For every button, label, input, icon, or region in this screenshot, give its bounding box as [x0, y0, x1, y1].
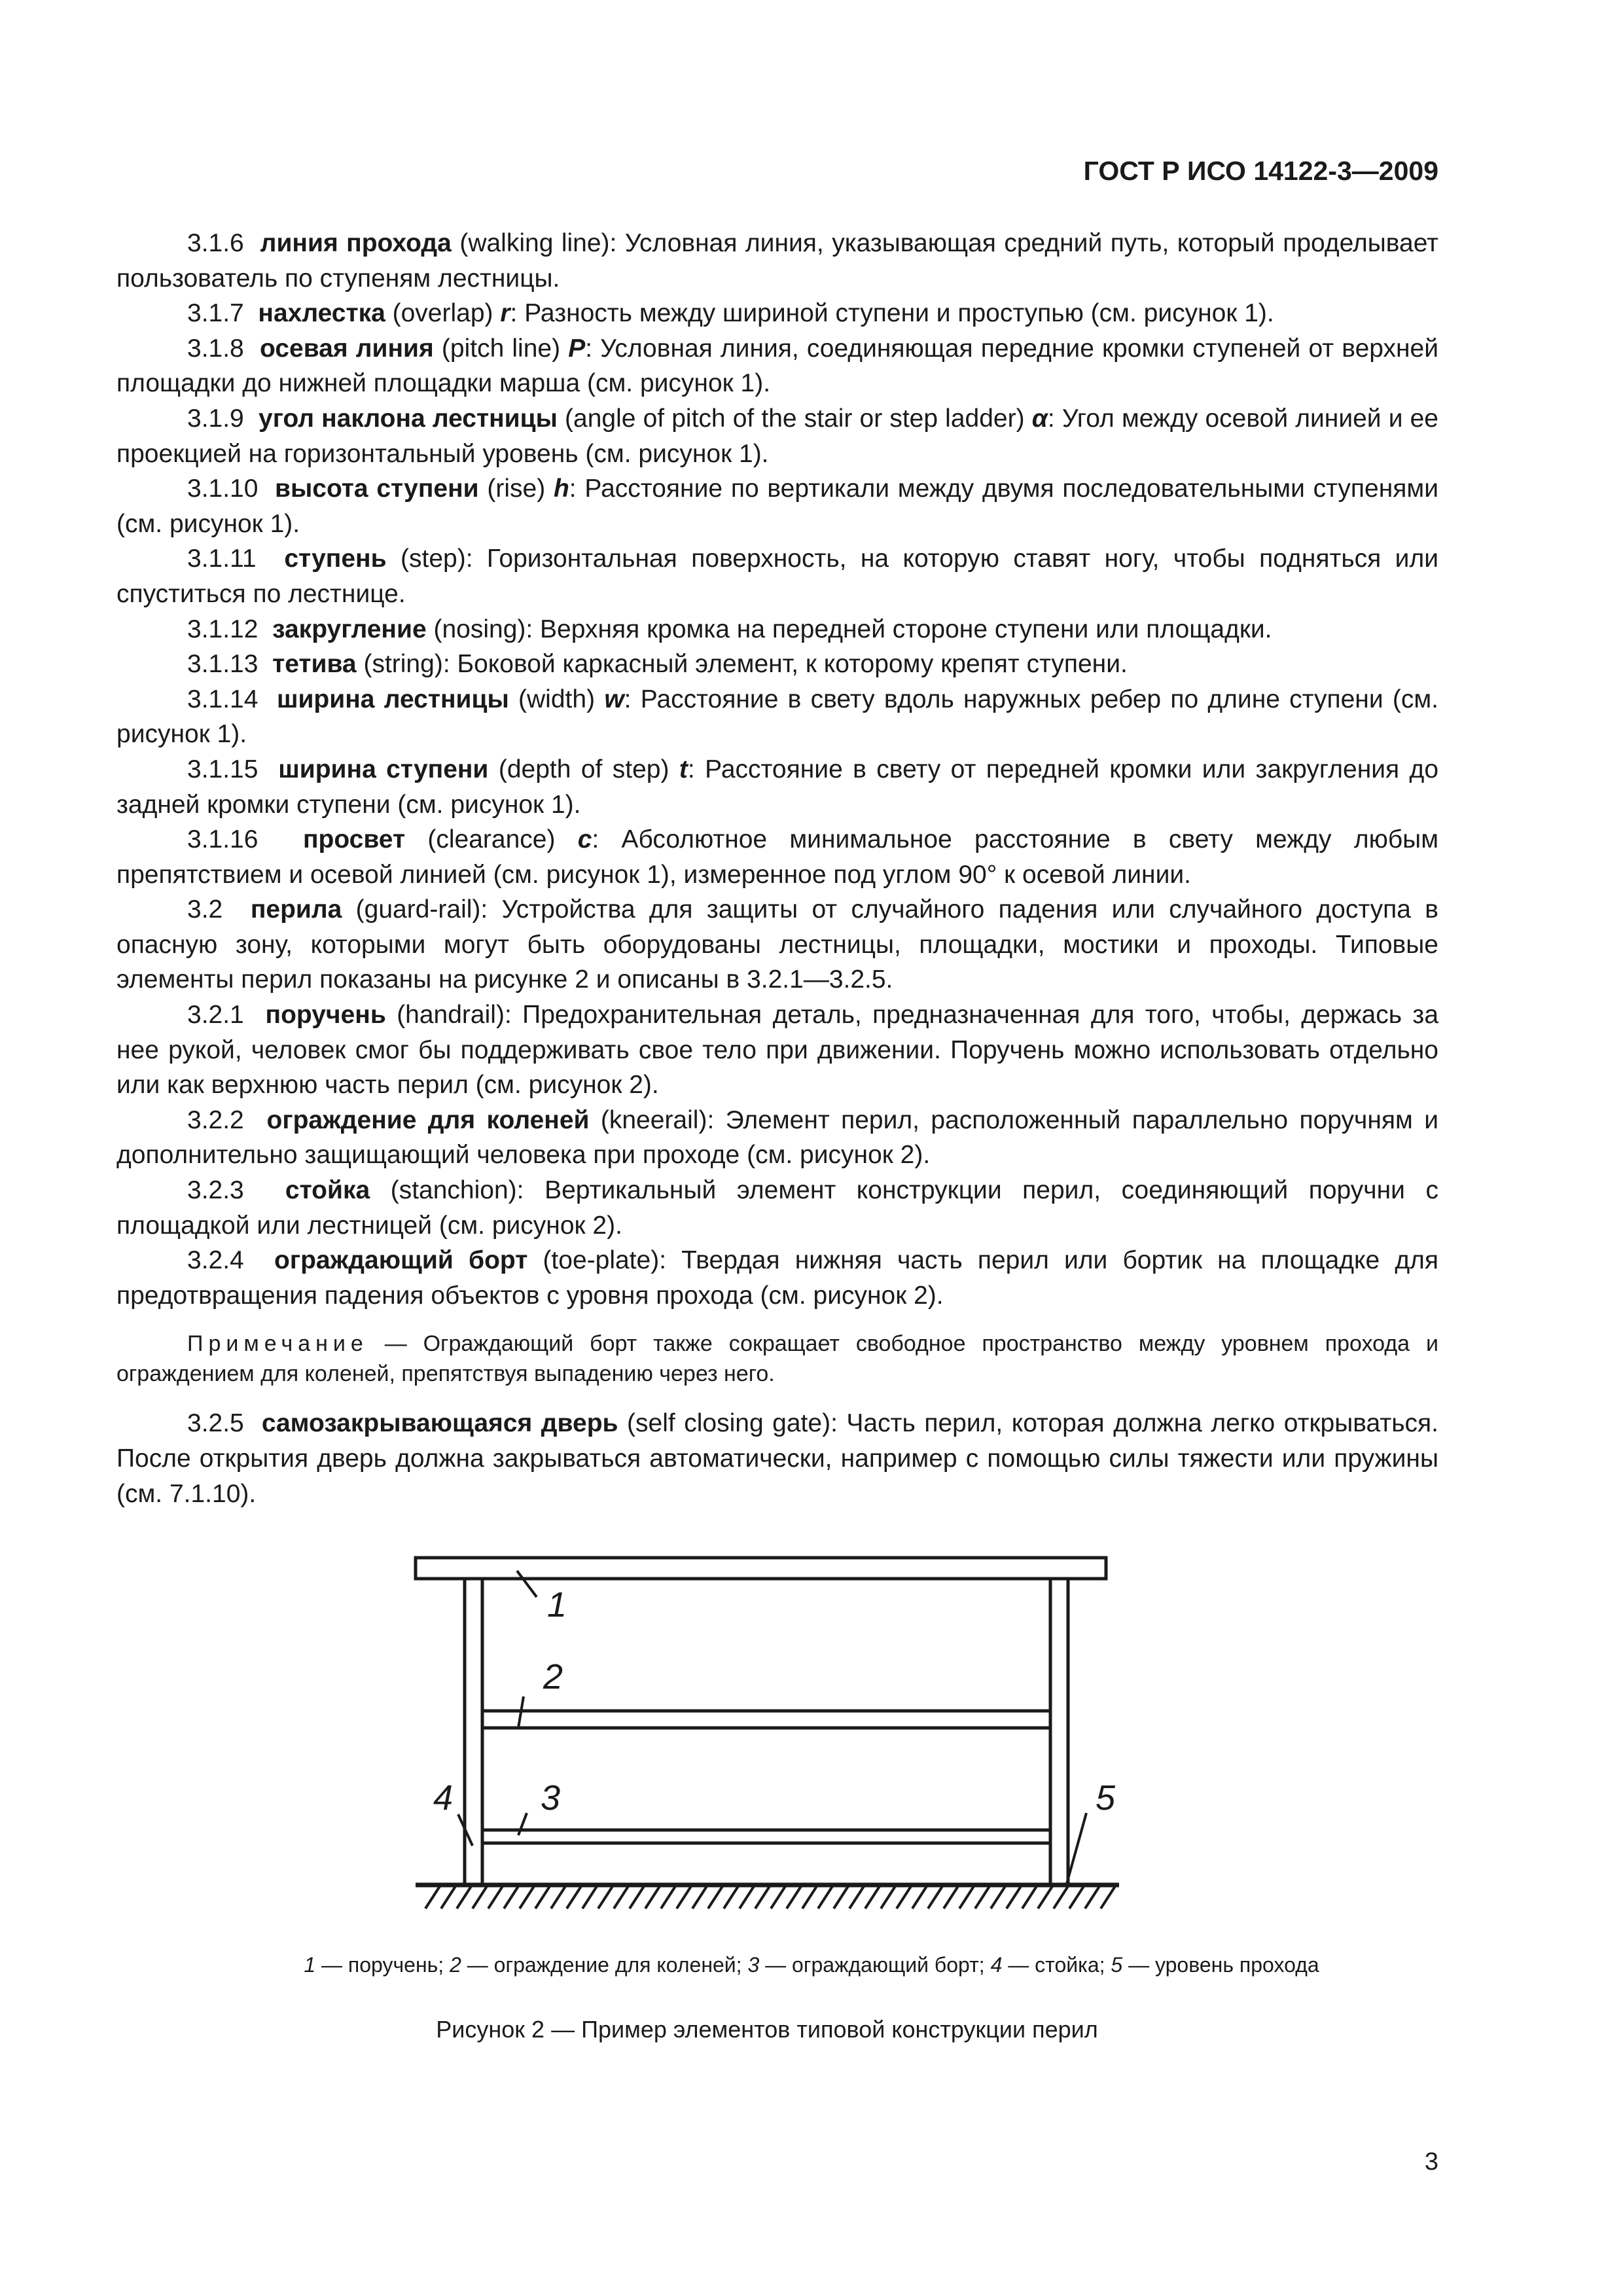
term-english: (angle of pitch of the stair or step ladder): [557, 404, 1032, 433]
page-number: 3: [1424, 2148, 1438, 2176]
ground-hatch-line: [1085, 1886, 1099, 1909]
definition-paragraph: [116, 1406, 1438, 1511]
term-symbol: α: [1031, 404, 1048, 433]
term: закругление: [272, 615, 427, 643]
figure-label: 1: [547, 1585, 567, 1624]
clause-number: 3.1.8: [187, 334, 244, 363]
legend-text: — ограждающий борт;: [759, 1953, 991, 1977]
term-symbol: c: [577, 825, 592, 854]
ground-hatch-line: [1038, 1886, 1052, 1909]
clause-number: 3.2.3: [187, 1176, 244, 1205]
term-symbol: P: [568, 334, 586, 363]
definition-paragraph: [116, 1103, 1438, 1173]
clause-number: 3.1.12: [187, 615, 259, 643]
definition-paragraph: [116, 682, 1438, 752]
term: ступень: [284, 545, 387, 573]
term-english: (toe-plate): [527, 1246, 660, 1275]
definition-paragraph: [116, 997, 1438, 1103]
guard-rail-diagram: [393, 1545, 1152, 1937]
term: просвет: [302, 825, 406, 854]
legend-text: — уровень прохода: [1122, 1953, 1319, 1977]
ground-hatch-line: [740, 1886, 754, 1909]
document-body: [116, 226, 1438, 1511]
term: ограждающий борт: [274, 1246, 528, 1275]
definition-text: : Предохранительная деталь, предназначенная для того, чтобы, держась за нее рукой, человек смог бы поддерживать свое тело при движении. Поручень можно использовать отдельно или как верхнюю часть перил (см. рисунок 2).: [116, 1001, 1439, 1100]
definition-text: : Вертикальный элемент конструкции перил, соединяющий поручни с площадкой или лестницей (см. рисунок 2).: [116, 1176, 1439, 1240]
ground-hatch-line: [771, 1886, 785, 1909]
definition-paragraph: [116, 331, 1438, 401]
definition-text: : Горизонтальная поверхность, на которую ставят ногу, чтобы подняться или спуститься по лестнице.: [116, 545, 1439, 608]
ground-hatch-line: [677, 1886, 691, 1909]
ground-hatch-line: [755, 1886, 770, 1909]
ground-hatch-line: [535, 1886, 550, 1909]
term-english: (self closing gate): [618, 1409, 831, 1438]
legend-text: — поручень;: [315, 1953, 450, 1977]
definition-text: : Часть перил, которая должна легко открываться. После открытия дверь должна закрываться автоматически, например с помощью силы тяжести или пружины (см. 7.1.10).: [116, 1409, 1439, 1508]
definition-text: : Верхняя кромка на передней стороне ступени или площадки.: [526, 615, 1272, 643]
figure-label: 2: [543, 1657, 563, 1696]
legend-number: 4: [990, 1953, 1003, 1977]
ground-hatch-line: [959, 1886, 974, 1909]
guard-rail-figure: [393, 1545, 1152, 1937]
definition-paragraph: [116, 1173, 1438, 1243]
clause-number: 3.2.4: [187, 1246, 244, 1275]
term: ширина лестницы: [276, 685, 509, 713]
term: перила: [250, 895, 342, 924]
ground-hatch-line: [582, 1886, 597, 1909]
clause-number: 3.1.6: [187, 229, 244, 257]
term: высота ступени: [274, 475, 479, 503]
ground-hatch-line: [1069, 1886, 1084, 1909]
ground-hatch-line: [912, 1886, 927, 1909]
clause-number: 3.1.7: [187, 299, 244, 328]
definition-text: : Элемент перил, расположенный параллельно поручням и дополнительно защищающий человека при проходе (см. рисунок 2).: [116, 1105, 1438, 1170]
term: нахлестка: [258, 299, 385, 328]
clause-number: 3.2.2: [187, 1105, 244, 1134]
term-english: (overlap): [385, 299, 501, 328]
ground-hatch-line: [802, 1886, 817, 1909]
ground-hatch-line: [865, 1886, 880, 1909]
ground-hatch-line: [724, 1886, 738, 1909]
definition-paragraph: [116, 612, 1438, 647]
figure-label: 3: [541, 1778, 561, 1818]
note-text: — Ограждающий борт также сокращает свободное пространство между уровнем прохода и ограждением для коленей, препятствуя выпадению через него.: [116, 1331, 1438, 1387]
clause-number: 3.2.1: [187, 1001, 244, 1030]
clause-number: 3.1.14: [187, 685, 259, 713]
figure-caption: Рисунок 2 — Пример элементов типовой конструкции перил: [436, 2016, 1098, 2043]
ground-hatch-line: [661, 1886, 675, 1909]
legend-text: — стойка;: [1002, 1953, 1111, 1977]
ground-hatch-line: [473, 1886, 487, 1909]
ground-hatch-line: [551, 1886, 565, 1909]
figure-label: 5: [1096, 1778, 1116, 1818]
clause-number: 3.1.10: [187, 475, 259, 503]
definition-paragraph: [116, 471, 1438, 541]
definition-text: : Условная линия, указывающая средний путь, который проделывает пользователь по ступеням лестницы.: [116, 229, 1439, 293]
clause-number: 3.1.9: [187, 404, 244, 433]
ground-hatch-line: [567, 1886, 581, 1909]
ground-hatch-line: [834, 1886, 848, 1909]
ground-hatch-line: [1101, 1886, 1115, 1909]
term: самозакрывающаяся дверь: [261, 1409, 618, 1438]
ground-hatch-line: [818, 1886, 832, 1909]
left-stanchion-shape: [465, 1579, 482, 1885]
ground-hatch-line: [897, 1886, 911, 1909]
term-symbol: w: [604, 685, 624, 713]
ground-hatch-line: [441, 1886, 455, 1909]
term-english: (depth of step): [488, 755, 679, 783]
definition-paragraph: [116, 822, 1438, 892]
ground-hatch-line: [991, 1886, 1005, 1909]
term: стойка: [285, 1176, 370, 1205]
clause-number: 3.2.5: [187, 1409, 244, 1438]
definition-text: : Устройства для защиты от случайного падения или случайного доступа в опасную зону, которыми могут быть оборудованы лестницы, площадки, мостики и проходы. Типовые элементы перил показаны на рисунке 2 и описаны в 3.2.1—3.2.5.: [116, 895, 1438, 994]
ground-hatch-line: [849, 1886, 864, 1909]
term-english: (width): [508, 685, 605, 713]
definition-paragraph: [116, 296, 1438, 331]
ground-hatch-line: [598, 1886, 613, 1909]
definition-paragraph: [116, 892, 1438, 997]
ground-hatch-line: [692, 1886, 707, 1909]
term-english: (string): [356, 650, 443, 679]
document-header: ГОСТ Р ИСО 14122-3—2009: [1083, 156, 1438, 186]
ground-hatch-line: [1022, 1886, 1037, 1909]
ground-hatch-line: [1054, 1886, 1068, 1909]
definition-text: : Расстояние в свету от передней кромки или закругления до задней кромки ступени (см. рисунок 1).: [116, 755, 1439, 819]
term: ограждение для коленей: [266, 1105, 590, 1134]
definition-text: : Расстояние в свету вдоль наружных ребер по длине ступени (см. рисунок 1).: [116, 685, 1439, 749]
definition-text: : Разность между шириной ступени и проступью (см. рисунок 1).: [510, 299, 1274, 328]
legend-number: 2: [450, 1953, 461, 1977]
term-symbol: r: [500, 299, 510, 328]
definition-paragraph: [116, 401, 1438, 471]
note-label: Примечание: [187, 1331, 368, 1357]
term-symbol: t: [679, 755, 688, 783]
term-english: (pitch line): [433, 334, 569, 363]
definition-text: : Угол между осевой линией и ее проекцией на горизонтальный уровень (см. рисунок 1).: [116, 404, 1438, 468]
term-symbol: h: [553, 475, 569, 503]
term-english: (clearance): [405, 825, 578, 854]
ground-hatch-line: [645, 1886, 660, 1909]
note: [116, 1329, 1438, 1389]
ground-hatch-line: [708, 1886, 722, 1909]
term: тетива: [272, 650, 357, 679]
definition-text: : Расстояние по вертикали между двумя последовательными ступенями (см. рисунок 1).: [116, 475, 1438, 538]
definition-paragraph: [116, 1243, 1438, 1313]
definition-text: : Боковой каркасный элемент, к которому крепят ступени.: [442, 650, 1128, 679]
legend-number: 3: [747, 1953, 760, 1977]
clause-number: 3.2: [187, 895, 223, 924]
definitions-list: [116, 226, 1438, 1313]
term-english: (kneerail): [589, 1105, 707, 1134]
ground-hatch-line: [425, 1886, 440, 1909]
ground-hatch-line: [944, 1886, 958, 1909]
ground-hatch-line: [520, 1886, 534, 1909]
clause-number: 3.1.11: [187, 545, 257, 573]
toe-plate-shape: [482, 1830, 1050, 1885]
legend-number: 5: [1111, 1953, 1123, 1977]
definition-text: : Условная линия, соединяющая передние кромки ступеней от верхней площадки до нижней площадки марша (см. рисунок 1).: [116, 334, 1439, 398]
term: ширина ступени: [278, 755, 489, 783]
ground-hatch-line: [975, 1886, 990, 1909]
definition-paragraph: [116, 647, 1438, 682]
kneerail-shape: [482, 1711, 1050, 1728]
figure-label: 4: [433, 1778, 454, 1818]
term: осевая линия: [260, 334, 434, 363]
term-english: (stanchion): [370, 1176, 517, 1205]
ground-hatch-line: [614, 1886, 628, 1909]
legend-text: — ограждение для коленей;: [461, 1953, 748, 1977]
ground-hatch-line: [457, 1886, 471, 1909]
definition-paragraph: [116, 752, 1438, 822]
ground-hatch-line: [787, 1886, 801, 1909]
definition-paragraph: [116, 541, 1438, 611]
ground-hatch-line: [881, 1886, 895, 1909]
ground-hatch-line: [928, 1886, 942, 1909]
clause-number: 3.1.15: [187, 755, 259, 783]
ground-hatch-line: [630, 1886, 644, 1909]
term-english: (walking line): [451, 229, 610, 257]
clause-number: 3.1.16: [187, 825, 259, 854]
term-english: (step): [386, 545, 466, 573]
legend-number: 1: [304, 1953, 316, 1977]
term: угол наклона лестницы: [259, 404, 558, 433]
term-english: (nosing): [426, 615, 526, 643]
ground-hatch-line: [1007, 1886, 1021, 1909]
ground-hatch-line: [488, 1886, 503, 1909]
ground-hatch-line: [504, 1886, 518, 1909]
term: линия прохода: [260, 229, 452, 257]
term-english: (rise): [478, 475, 554, 503]
clause-number: 3.1.13: [187, 650, 259, 679]
right-stanchion-shape: [1050, 1579, 1068, 1885]
figure-legend: [0, 1953, 1623, 1977]
definition-paragraph: [116, 226, 1438, 296]
term-english: (handrail): [385, 1001, 505, 1030]
definition-text: : Абсолютное минимальное расстояние в свету между любым препятствием и осевой линией (см. рисунок 1), измеренное под углом 90° к осевой линии.: [116, 825, 1439, 889]
term-english: (guard-rail): [342, 895, 481, 924]
definition-text: : Твердая нижняя часть перил или бортик на площадке для предотвращения падения объектов с уровня прохода (см. рисунок 2).: [116, 1246, 1438, 1310]
term: поручень: [265, 1001, 386, 1030]
